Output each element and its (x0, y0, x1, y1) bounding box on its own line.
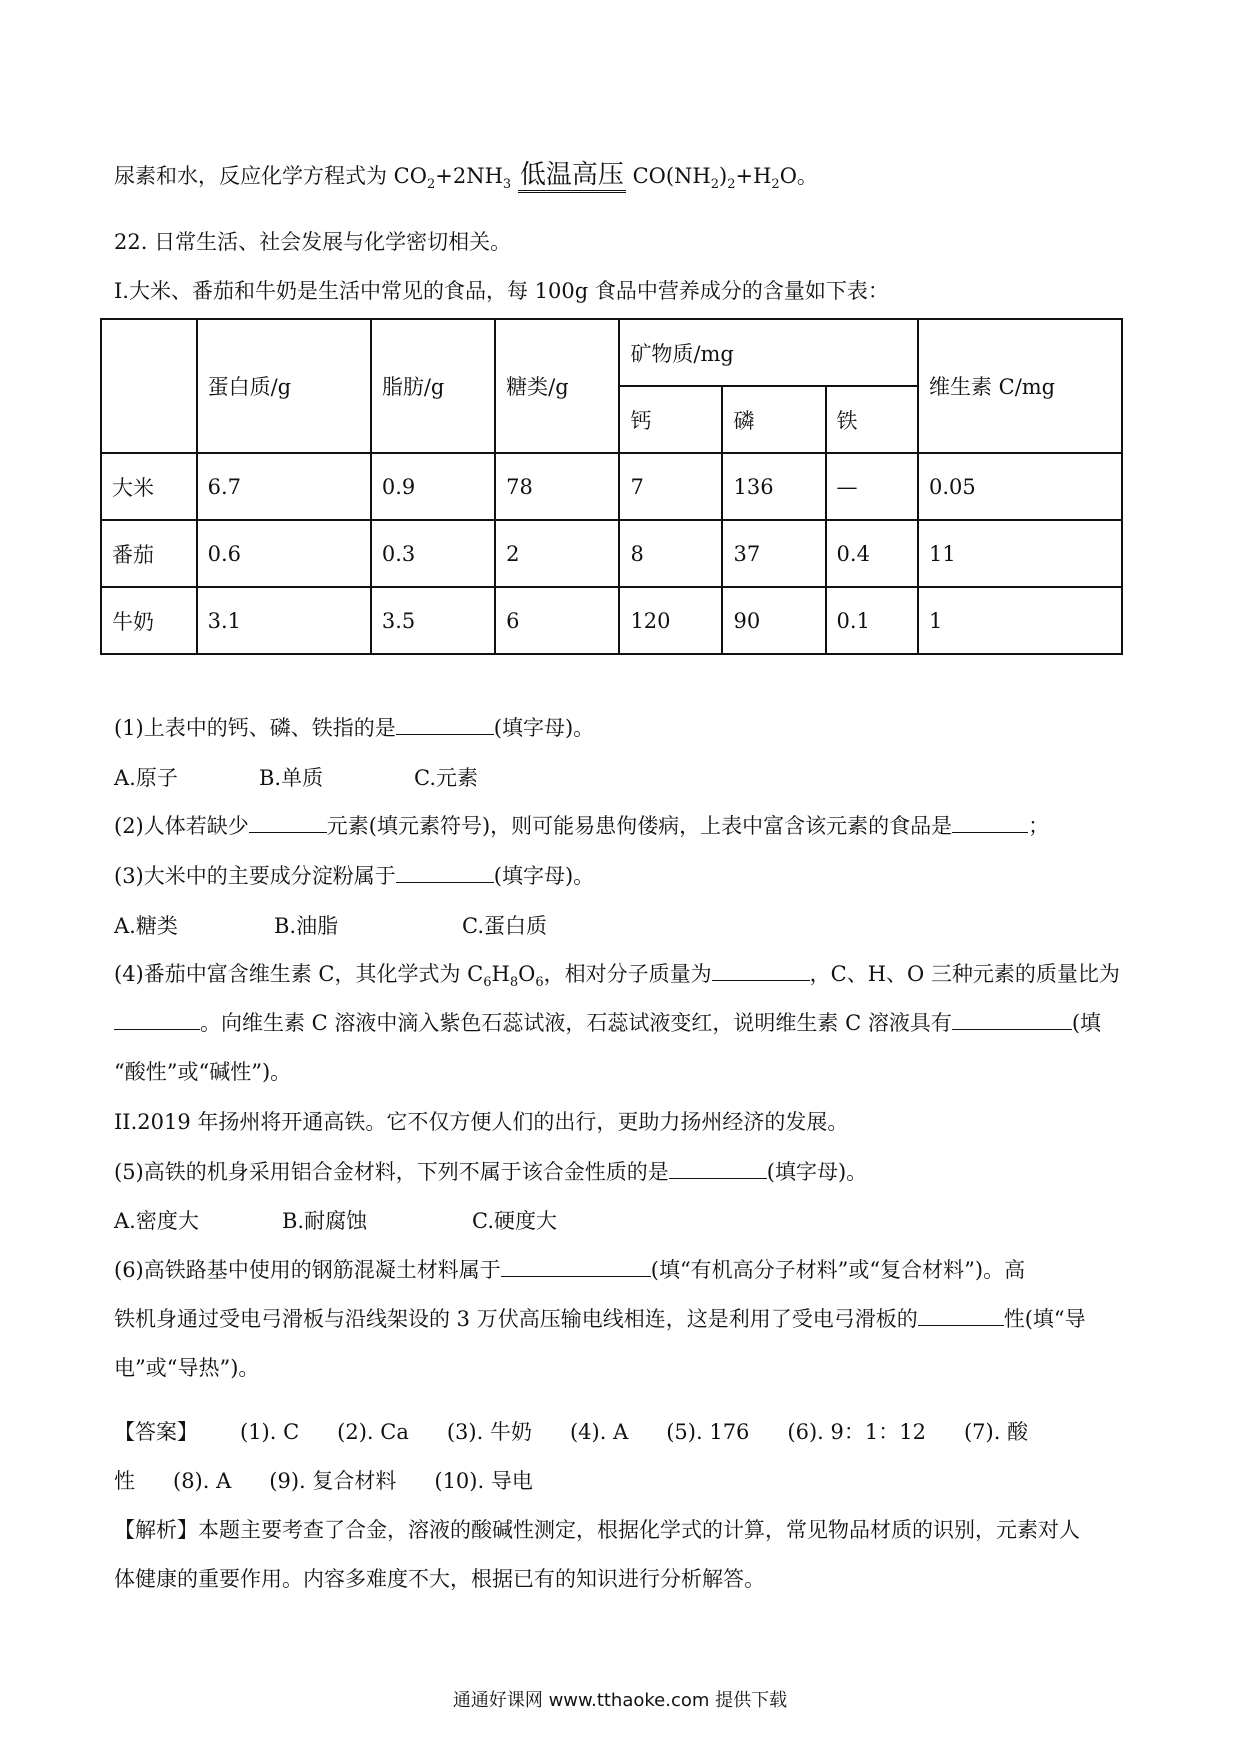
cell-sugar: 2 (495, 520, 619, 587)
q6-hint-2: 性(填“导 (1003, 1307, 1086, 1331)
answer-blank (396, 714, 494, 735)
answer-blank (952, 1009, 1072, 1030)
question-5 (114, 1156, 1144, 1188)
answer-label: 【答案】 (114, 1420, 198, 1444)
cell-phosphorus: 90 (722, 587, 825, 654)
eq-tail: O。 (779, 164, 818, 188)
eq-sub: 3 (502, 177, 512, 193)
header-protein: 蛋白质/g (197, 319, 371, 453)
formula-o: O (518, 962, 536, 986)
cell-calcium: 7 (619, 453, 722, 520)
q4-text-3: ，C、H、O 三种元素的质量比为 (809, 962, 1120, 986)
header-mineral: 矿物质/mg (619, 319, 918, 386)
cell-fat: 0.3 (371, 520, 495, 587)
question-22-title: 22. 日常生活、社会发展与化学密切相关。 (114, 230, 512, 254)
option-c: C.元素 (414, 766, 478, 790)
q3-text: (3)大米中的主要成分淀粉属于 (114, 864, 396, 888)
eq-paren: ) (719, 164, 728, 188)
answer-line-2 (114, 1465, 1144, 1497)
formula-sub: 6 (535, 975, 544, 991)
formula-sub: 8 (509, 975, 519, 991)
table-row (101, 587, 1122, 654)
header-sugar: 糖类/g (495, 319, 619, 453)
eq-sub: 2 (710, 177, 720, 193)
question-4-line-2 (114, 1007, 1144, 1039)
cell-iron: — (826, 453, 918, 520)
q4-text-2: ，相对分子质量为 (543, 962, 712, 986)
answer-item: (9). 复合材料 (269, 1469, 397, 1493)
cell-iron: 0.1 (826, 587, 918, 654)
option-c: C.蛋白质 (462, 914, 547, 938)
reaction-condition: 低温高压 (518, 160, 626, 193)
analysis-line-2: 体健康的重要作用。内容多难度不大，根据已有的知识进行分析解答。 (114, 1567, 765, 1591)
cell-food: 大米 (101, 453, 197, 520)
cell-iron: 0.4 (826, 520, 918, 587)
cell-phosphorus: 136 (722, 453, 825, 520)
cell-vitamin-c: 1 (918, 587, 1122, 654)
cell-phosphorus: 37 (722, 520, 825, 587)
answer-item: 性 (114, 1469, 135, 1493)
section-2-intro: II.2019 年扬州将开通高铁。它不仅方便人们的出行，更助力扬州经济的发展。 (114, 1110, 849, 1134)
answer-item: (8). A (173, 1469, 232, 1493)
cell-food: 番茄 (101, 520, 197, 587)
header-vitamin-c: 维生素 C/mg (918, 319, 1122, 453)
eq-reactant: +2NH (435, 164, 503, 188)
header-phosphorus: 磷 (722, 386, 825, 453)
header-iron: 铁 (826, 386, 918, 453)
answer-item: (2). Ca (337, 1420, 409, 1444)
table-row (101, 453, 1122, 520)
option-b: B.油脂 (274, 914, 339, 938)
table-corner (101, 319, 197, 453)
cell-protein: 3.1 (197, 587, 371, 654)
equation-line (114, 160, 1144, 201)
answer-item: (6). 9：1：12 (787, 1420, 926, 1444)
q4-hint: (填 (1071, 1011, 1102, 1035)
cell-fat: 3.5 (371, 587, 495, 654)
eq-sub: 2 (727, 177, 736, 193)
cell-protein: 6.7 (197, 453, 371, 520)
cell-protein: 0.6 (197, 520, 371, 587)
q6-text-2: 铁机身通过受电弓滑板与沿线架设的 3 万伏高压输电线相连，这是利用了受电弓滑板的 (114, 1307, 918, 1331)
question-6 (114, 1254, 1144, 1286)
header-fat: 脂肪/g (371, 319, 495, 453)
cell-vitamin-c: 11 (918, 520, 1122, 587)
eq-product: CO(NH (625, 164, 711, 188)
formula-h: H (491, 962, 510, 986)
eq-sub: 2 (426, 177, 436, 193)
header-calcium: 钙 (619, 386, 722, 453)
cell-sugar: 6 (495, 587, 619, 654)
answer-blank (918, 1305, 1004, 1326)
q5-hint: (填字母)。 (766, 1160, 868, 1184)
answer-blank (669, 1158, 767, 1179)
question-6-line-3: 电”或“导热”)。 (114, 1356, 260, 1380)
section-1-intro: I.大米、番茄和牛奶是生活中常见的食品，每 100g 食品中营养成分的含量如下表： (114, 279, 889, 303)
eq-water: +H (735, 164, 772, 188)
formula-sub: 6 (483, 975, 492, 991)
q6-hint: (填“有机高分子材料”或“复合材料”)。高 (650, 1258, 1026, 1282)
eq-sub: 2 (771, 177, 780, 193)
eq-prefix: 尿素和水，反应化学方程式为 CO (114, 164, 427, 188)
cell-calcium: 8 (619, 520, 722, 587)
question-5-options (114, 1205, 1144, 1237)
question-6-line-2 (114, 1303, 1144, 1335)
answer-blank (712, 960, 810, 981)
cell-food: 牛奶 (101, 587, 197, 654)
answer-item: (3). 牛奶 (446, 1420, 532, 1444)
cell-calcium: 120 (619, 587, 722, 654)
question-2 (114, 810, 1144, 842)
table-row (101, 520, 1122, 587)
answer-line-1 (114, 1416, 1144, 1448)
q1-hint: (填字母)。 (493, 716, 595, 740)
analysis-line-1: 【解析】本题主要考查了合金，溶液的酸碱性测定，根据化学式的计算，常见物品材质的识别，元素对人 (114, 1518, 1080, 1542)
cell-sugar: 78 (495, 453, 619, 520)
question-4 (114, 958, 1144, 999)
q3-hint: (填字母)。 (493, 864, 595, 888)
question-3-options (114, 910, 1144, 942)
answer-blank (114, 1009, 200, 1030)
cell-fat: 0.9 (371, 453, 495, 520)
q4-text-4: 。向维生素 C 溶液中滴入紫色石蕊试液，石蕊试液变红，说明维生素 C 溶液具有 (200, 1011, 952, 1035)
option-b: B.耐腐蚀 (282, 1209, 368, 1233)
answer-item: (5). 176 (666, 1420, 750, 1444)
option-a: A.密度大 (114, 1209, 199, 1233)
answer-item: (4). A (569, 1420, 629, 1444)
answer-blank (501, 1256, 651, 1277)
q2-text: (2)人体若缺少 (114, 814, 249, 838)
q4-text: (4)番茄中富含维生素 C，其化学式为 C (114, 962, 484, 986)
option-a: A.原子 (114, 766, 178, 790)
answer-item: (7). 酸 (963, 1420, 1029, 1444)
cell-vitamin-c: 0.05 (918, 453, 1122, 520)
question-3 (114, 860, 1144, 892)
answer-item: (1). C (240, 1420, 300, 1444)
option-b: B.单质 (259, 766, 324, 790)
option-c: C.硬度大 (472, 1209, 557, 1233)
q5-text: (5)高铁的机身采用铝合金材料，下列不属于该合金性质的是 (114, 1160, 669, 1184)
answer-item: (10). 导电 (434, 1469, 533, 1493)
answer-blank (249, 812, 327, 833)
q2-end: ； (1028, 814, 1050, 838)
q6-text: (6)高铁路基中使用的钢筋混凝土材料属于 (114, 1258, 501, 1282)
question-4-line-3: “酸性”或“碱性”)。 (114, 1060, 292, 1084)
answer-blank (952, 812, 1028, 833)
answer-blank (396, 862, 494, 883)
q1-text: (1)上表中的钙、磷、铁指的是 (114, 716, 396, 740)
nutrition-table (100, 318, 1123, 655)
footer-credit: 通通好课网 www.tthaoke.com 提供下载 (452, 1690, 788, 1711)
question-1-options (114, 762, 1144, 794)
option-a: A.糖类 (114, 914, 178, 938)
q2-text-2: 元素(填元素符号)，则可能易患佝偻病，上表中富含该元素的食品是 (326, 814, 953, 838)
question-1 (114, 712, 1144, 744)
